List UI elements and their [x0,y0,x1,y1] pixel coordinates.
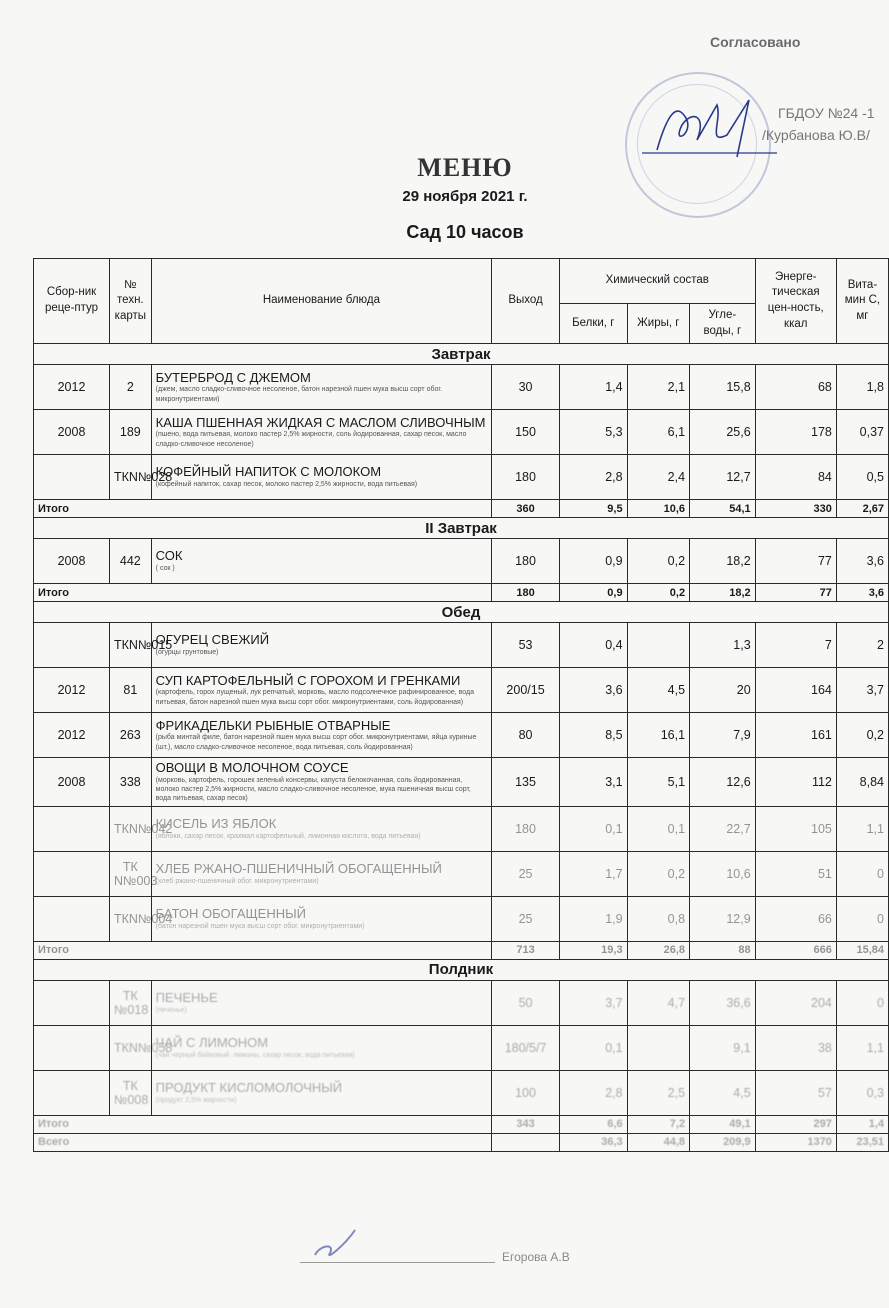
tech-card-cell: 442 [110,539,152,584]
energy-cell: 68 [755,365,836,410]
total-output: 360 [492,500,560,518]
fats-cell [627,623,689,668]
carbs-cell: 22,7 [690,806,756,851]
section-header [34,518,889,539]
table-row [34,410,889,455]
proteins-cell: 0,1 [559,1025,627,1070]
carbs-cell: 1,3 [690,623,756,668]
collection-cell: 2008 [34,410,110,455]
fats-cell: 2,4 [627,455,689,500]
vitc-cell: 2 [836,623,888,668]
vitc-cell: 3,6 [836,539,888,584]
dish-name: КОФЕЙНЫЙ НАПИТОК С МОЛОКОМ [155,464,382,480]
proteins-cell: 8,5 [559,713,627,758]
output-cell: 30 [492,365,560,410]
vitc-cell: 8,84 [836,758,888,807]
fats-cell: 0,1 [627,806,689,851]
fats-cell: 0,2 [627,851,689,896]
tech-card-cell: 338 [110,758,152,807]
total-fats: 7,2 [627,1115,689,1133]
tech-card-cell: ТК N№003 [110,851,152,896]
table-row [34,806,889,851]
carbs-cell: 20 [690,668,756,713]
section-header [34,602,889,623]
collection-cell [34,1025,110,1070]
approved-label: Согласовано [710,34,801,50]
collection-cell [34,455,110,500]
tech-card-cell: ТКN№042 [110,806,152,851]
carbs-cell: 18,2 [690,539,756,584]
energy-cell: 38 [755,1025,836,1070]
proteins-cell: 1,9 [559,896,627,941]
section-title: II Завтрак [34,518,889,539]
dish-cell [151,410,492,455]
output-cell: 80 [492,713,560,758]
carbs-cell: 25,6 [690,410,756,455]
dish-composition: (рыба минтай филе, батон нарезной пшен мука высш сорт обог. микронутриентами, яйца куриные (шт.), масло сладко-сливочное несоленое, вода питьевая, соль йодированная) [155,734,477,751]
energy-cell: 161 [755,713,836,758]
proteins-cell: 0,4 [559,623,627,668]
dish-name: КИСЕЛЬ ИЗ ЯБЛОК [155,816,277,832]
output-cell: 180 [492,539,560,584]
dish-cell [151,539,492,584]
dish-cell [151,365,492,410]
carbs-cell: 36,6 [690,980,756,1025]
proteins-cell: 0,1 [559,806,627,851]
dish-composition: (батон нарезной пшен мука высш сорт обог. микронутриентами) [155,922,365,930]
grand-total-output [492,1133,560,1151]
total-carbs: 49,1 [690,1115,756,1133]
carbs-cell: 7,9 [690,713,756,758]
col-fats: Жиры, г [627,304,689,344]
tech-card-cell: ТКN№004 [110,896,152,941]
total-vitc: 2,67 [836,500,888,518]
collection-cell: 2012 [34,668,110,713]
output-cell: 135 [492,758,560,807]
table-row [34,851,889,896]
dish-composition: (джем, масло сладко-сливочное несоленое, батон нарезной пшен мука высш сорт обог. микронутриентами) [155,386,443,403]
total-proteins: 19,3 [559,941,627,959]
table-row [34,668,889,713]
vitc-cell: 1,8 [836,365,888,410]
energy-cell: 51 [755,851,836,896]
total-carbs: 54,1 [690,500,756,518]
total-vitc: 15,84 [836,941,888,959]
dish-composition: ( сок ) [155,565,175,573]
collection-cell: 2008 [34,758,110,807]
tech-card-cell: ТКN№028 [110,455,152,500]
energy-cell: 84 [755,455,836,500]
total-row [34,1115,889,1133]
total-row [34,500,889,518]
collection-cell [34,623,110,668]
vitc-cell: 0,37 [836,410,888,455]
total-vitc: 1,4 [836,1115,888,1133]
grand-total-row [34,1133,889,1151]
tech-card-cell: ТК №018 [110,980,152,1025]
output-cell: 200/15 [492,668,560,713]
table-row [34,455,889,500]
proteins-cell: 2,8 [559,1070,627,1115]
dish-composition: (картофель, горох лущеный, лук репчатый, морковь, масло подсолнечное рафинированное, вода питьевая, батон нарезной пшен мука высш сорт обог. микронутриентами, соль йодированная) [155,689,475,706]
carbs-cell: 4,5 [690,1070,756,1115]
dish-cell [151,1025,492,1070]
fats-cell: 2,5 [627,1070,689,1115]
carbs-cell: 12,7 [690,455,756,500]
total-proteins: 9,5 [559,500,627,518]
proteins-cell: 3,1 [559,758,627,807]
dish-cell [151,1070,492,1115]
collection-cell [34,806,110,851]
col-collection: Сбор-ник реце-птур [34,259,110,344]
dish-name: ПРОДУКТ КИСЛОМОЛОЧНЫЙ [155,1080,343,1096]
grand-total-energy: 1370 [755,1133,836,1151]
section-title: Обед [34,602,889,623]
section-header [34,959,889,980]
output-cell: 25 [492,896,560,941]
vitc-cell: 1,1 [836,806,888,851]
proteins-cell: 5,3 [559,410,627,455]
collection-cell: 2012 [34,713,110,758]
col-vitamin-c: Вита-мин С, мг [836,259,888,344]
collection-cell [34,980,110,1025]
table-row [34,539,889,584]
tech-card-cell: 189 [110,410,152,455]
energy-cell: 66 [755,896,836,941]
total-row [34,941,889,959]
output-cell: 25 [492,851,560,896]
cook-signature [310,1225,370,1265]
fats-cell: 2,1 [627,365,689,410]
grand-total-carbs: 209,9 [690,1133,756,1151]
grand-total-fats: 44,8 [627,1133,689,1151]
menu-date: 29 ноября 2021 г. [402,188,528,205]
tech-card-cell: ТК №008 [110,1070,152,1115]
col-tech-card: № техн. карты [110,259,152,344]
vitc-cell: 3,7 [836,668,888,713]
output-cell: 53 [492,623,560,668]
grand-total-label: Всего [34,1133,492,1151]
dish-composition: (чай черный байховый, лимоны, сахар песок, вода питьевая) [155,1051,355,1059]
tech-card-cell: 263 [110,713,152,758]
total-label: Итого [34,584,492,602]
vitc-cell: 0,5 [836,455,888,500]
total-label: Итого [34,941,492,959]
col-chem: Химический состав [559,259,755,304]
total-output: 713 [492,941,560,959]
grand-total-proteins: 36,3 [559,1133,627,1151]
collection-cell [34,896,110,941]
tech-card-cell: ТКN№015 [110,623,152,668]
col-energy: Энерге-тическая цен-ность, ккал [755,259,836,344]
total-fats: 0,2 [627,584,689,602]
vitc-cell: 0 [836,896,888,941]
energy-cell: 112 [755,758,836,807]
collection-cell: 2012 [34,365,110,410]
proteins-cell: 3,6 [559,668,627,713]
dish-composition: (яблоки, сахар песок, крахмал картофельный, лимонная кислота, вода питьевая) [155,832,421,840]
dish-cell [151,896,492,941]
table-row [34,1025,889,1070]
total-output: 343 [492,1115,560,1133]
dish-cell [151,455,492,500]
section-header [34,344,889,365]
table-row [34,758,889,807]
dish-composition: (печенье) [155,1006,187,1014]
output-cell: 150 [492,410,560,455]
dish-name: СУП КАРТОФЕЛЬНЫЙ С ГОРОХОМ И ГРЕНКАМИ [155,672,461,688]
dish-name: КАША ПШЕННАЯ ЖИДКАЯ С МАСЛОМ СЛИВОЧНЫМ [155,414,486,430]
table-row [34,623,889,668]
total-vitc: 3,6 [836,584,888,602]
dish-cell [151,806,492,851]
collection-cell: 2008 [34,539,110,584]
dish-composition: (огурцы грунтовые) [155,649,219,657]
output-cell: 50 [492,980,560,1025]
carbs-cell: 12,6 [690,758,756,807]
carbs-cell: 9,1 [690,1025,756,1070]
tech-card-cell: 81 [110,668,152,713]
proteins-cell: 1,4 [559,365,627,410]
proteins-cell: 2,8 [559,455,627,500]
energy-cell: 7 [755,623,836,668]
total-fats: 10,6 [627,500,689,518]
dish-composition: (кофейный напиток, сахар песок, молоко пастер 2,5% жирности, вода питьевая) [155,481,418,489]
energy-cell: 178 [755,410,836,455]
dish-cell [151,713,492,758]
total-proteins: 6,6 [559,1115,627,1133]
vitc-cell: 0,3 [836,1070,888,1115]
page-title: МЕНЮ [417,153,513,182]
vitc-cell: 0 [836,980,888,1025]
dish-cell [151,851,492,896]
vitc-cell: 0,2 [836,713,888,758]
dish-name: БАТОН ОБОГАЩЕННЫЙ [155,906,306,922]
collection-cell [34,851,110,896]
dish-name: ПЕЧЕНЬЕ [155,990,218,1006]
dish-name: ОВОЩИ В МОЛОЧНОМ СОУСЕ [155,760,349,775]
dish-name: ФРИКАДЕЛЬКИ РЫБНЫЕ ОТВАРНЫЕ [155,717,391,733]
tech-card-cell: 2 [110,365,152,410]
fats-cell: 0,8 [627,896,689,941]
dish-name: БУТЕРБРОД С ДЖЕМОМ [155,369,311,385]
total-carbs: 88 [690,941,756,959]
energy-cell: 164 [755,668,836,713]
total-label: Итого [34,500,492,518]
dish-composition: (продукт 2,5% жирности) [155,1096,237,1104]
dish-composition: (хлеб ржано-пшеничный обог. микронутриентами) [155,877,319,885]
proteins-cell: 0,9 [559,539,627,584]
fats-cell: 5,1 [627,758,689,807]
total-energy: 77 [755,584,836,602]
table-row [34,1070,889,1115]
cook-name: Егорова А.В [502,1250,570,1264]
organization-name: ГБДОУ №24 -1 [778,105,875,121]
signature-line [300,1262,495,1263]
dish-cell [151,668,492,713]
section-title: Завтрак [34,344,889,365]
dish-cell [151,623,492,668]
dish-name: ЧАЙ С ЛИМОНОМ [155,1035,269,1051]
group-name: Сад 10 часов [406,222,524,242]
total-fats: 26,8 [627,941,689,959]
tech-card-cell: ТКN№058 [110,1025,152,1070]
vitc-cell: 0 [836,851,888,896]
grand-total-vitc: 23,51 [836,1133,888,1151]
vitc-cell: 1,1 [836,1025,888,1070]
col-carbs: Угле-воды, г [690,304,756,344]
energy-cell: 77 [755,539,836,584]
dish-composition: (морковь, картофель, горошек зеленый консервы, капуста белокочанная, соль йодированная, молоко пастер 2,5% жирности, масло сладко-сливочное несоленое, мука пшеничная высш сорт, вода питьевая, сахар песок) [155,776,471,803]
total-label: Итого [34,1115,492,1133]
dish-composition: (пшено, вода питьевая, молоко пастер 2,5% жирности, соль йодированная, сахар песок, масло сладко-сливочное несоленое) [155,431,467,448]
energy-cell: 57 [755,1070,836,1115]
total-proteins: 0,9 [559,584,627,602]
total-energy: 330 [755,500,836,518]
col-proteins: Белки, г [559,304,627,344]
carbs-cell: 12,9 [690,896,756,941]
total-energy: 666 [755,941,836,959]
fats-cell [627,1025,689,1070]
fats-cell: 4,7 [627,980,689,1025]
fats-cell: 16,1 [627,713,689,758]
output-cell: 180/5/7 [492,1025,560,1070]
energy-cell: 204 [755,980,836,1025]
dish-cell [151,980,492,1025]
dish-cell [151,758,492,807]
section-title: Полдник [34,959,889,980]
output-cell: 100 [492,1070,560,1115]
table-row [34,896,889,941]
table-row [34,365,889,410]
carbs-cell: 15,8 [690,365,756,410]
col-output: Выход [492,259,560,344]
fats-cell: 0,2 [627,539,689,584]
total-output: 180 [492,584,560,602]
collection-cell [34,1070,110,1115]
carbs-cell: 10,6 [690,851,756,896]
output-cell: 180 [492,806,560,851]
menu-table [33,258,889,1152]
table-row [34,713,889,758]
fats-cell: 6,1 [627,410,689,455]
total-energy: 297 [755,1115,836,1133]
proteins-cell: 3,7 [559,980,627,1025]
col-dish-name: Наименование блюда [151,259,492,344]
dish-name: ОГУРЕЦ СВЕЖИЙ [155,632,270,648]
head-name: /Курбанова Ю.В/ [762,127,870,143]
dish-name: СОК [155,548,183,564]
energy-cell: 105 [755,806,836,851]
table-row [34,980,889,1025]
proteins-cell: 1,7 [559,851,627,896]
total-carbs: 18,2 [690,584,756,602]
output-cell: 180 [492,455,560,500]
fats-cell: 4,5 [627,668,689,713]
dish-name: ХЛЕБ РЖАНО-ПШЕНИЧНЫЙ ОБОГАЩЕННЫЙ [155,861,442,877]
total-row [34,584,889,602]
